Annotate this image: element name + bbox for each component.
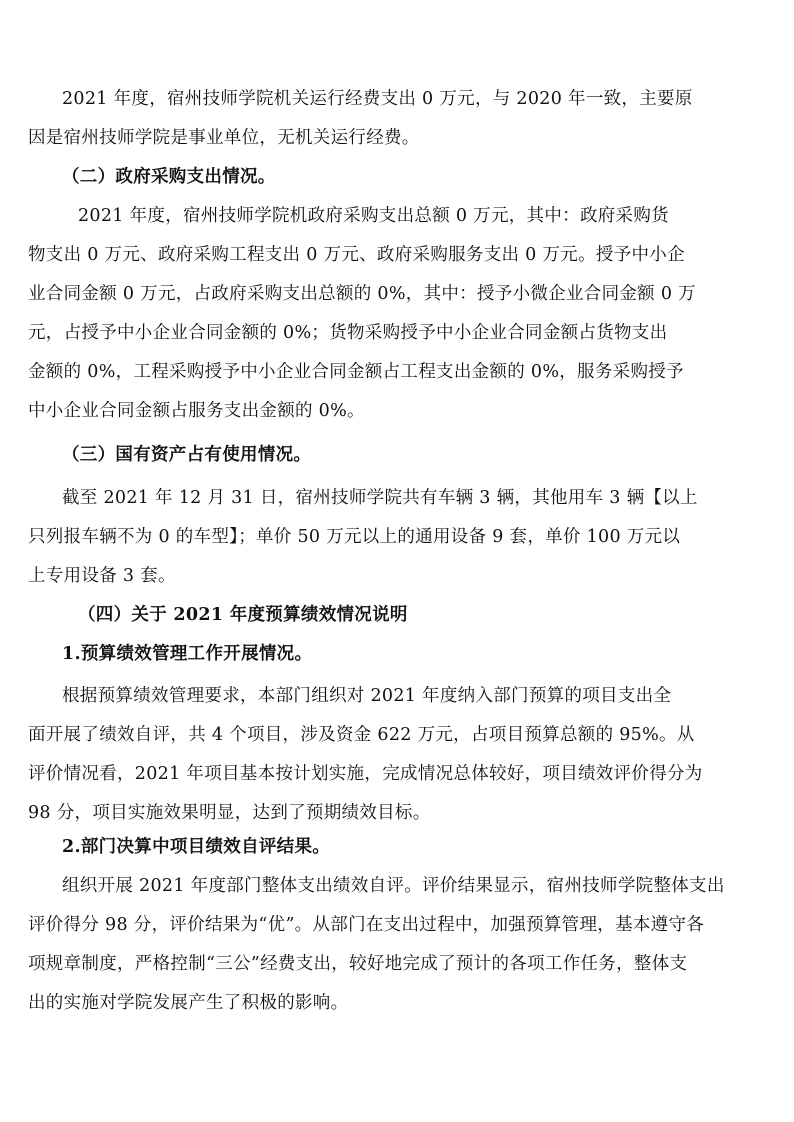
performance-1-paragraph-line-2: 面开展了绩效自评，共 4 个项目，涉及资金 622 万元，占项目预算总额的 95%。从 [28, 725, 695, 745]
performance-1-paragraph-line-1: 根据预算绩效管理要求，本部门组织对 2021 年度纳入部门预算的项目支出全 [62, 686, 672, 706]
procurement-paragraph-line-2: 物支出 0 万元、政府采购工程支出 0 万元、政府采购服务支出 0 万元。授予中小企 [28, 245, 685, 265]
assets-paragraph-line-3: 上专用设备 3 套。 [28, 566, 176, 586]
procurement-paragraph-line-3: 业合同金额 0 万元，占政府采购支出总额的 0%，其中：授予小微企业合同金额 0 万 [28, 284, 696, 304]
assets-paragraph-line-2: 只列报车辆不为 0 的车型】；单价 50 万元以上的通用设备 9 套，单价 100 万元以 [28, 527, 681, 547]
performance-1-paragraph-line-4: 98 分，项目实施效果明显，达到了预期绩效目标。 [28, 803, 431, 823]
assets-paragraph-line-1: 截至 2021 年 12 月 31 日，宿州技师学院共有车辆 3 辆，其他用车 3 辆【以上 [62, 488, 698, 508]
procurement-heading: （二）政府采购支出情况。 [62, 167, 276, 187]
performance-2-paragraph-line-1: 组织开展 2021 年度部门整体支出绩效自评。评价结果显示，宿州技师学院整体支出 [62, 876, 725, 896]
performance-2-paragraph-line-2: 评价得分 98 分，评价结果为“优”。从部门在支出过程中，加强预算管理，基本遵守各 [28, 915, 705, 935]
procurement-paragraph-line-5: 金额的 0%，工程采购授予中小企业合同金额占工程支出金额的 0%，服务采购授予 [28, 362, 684, 382]
performance-subheading-2: 2.部门决算中项目绩效自评结果。 [62, 837, 331, 857]
assets-heading: （三）国有资产占有使用情况。 [62, 445, 312, 465]
procurement-paragraph-line-6: 中小企业合同金额占服务支出金额的 0%。 [28, 401, 365, 421]
performance-2-paragraph-line-4: 出的实施对学院发展产生了积极的影响。 [28, 993, 349, 1013]
performance-1-paragraph-line-3: 评价情况看，2021 年项目基本按计划实施，完成情况总体较好，项目绩效评价得分为 [28, 764, 703, 784]
performance-subheading-1: 1.预算绩效管理工作开展情况。 [62, 644, 313, 664]
performance-2-paragraph-line-3: 项规章制度，严格控制“三公”经费支出，较好地完成了预计的各项工作任务，整体支 [28, 954, 688, 974]
performance-heading: （四）关于 2021 年度预算绩效情况说明 [78, 605, 408, 625]
admin-cost-paragraph-line-1: 2021 年度，宿州技师学院机关运行经费支出 0 万元，与 2020 年一致，主要原 [62, 89, 693, 109]
procurement-paragraph-line-1: 2021 年度，宿州技师学院机政府采购支出总额 0 万元，其中：政府采购货 [78, 206, 669, 226]
admin-cost-paragraph-line-2: 因是宿州技师学院是事业单位，无机关运行经费。 [28, 128, 420, 148]
procurement-paragraph-line-4: 元，占授予中小企业合同金额的 0%；货物采购授予中小企业合同金额占货物支出 [28, 323, 668, 343]
